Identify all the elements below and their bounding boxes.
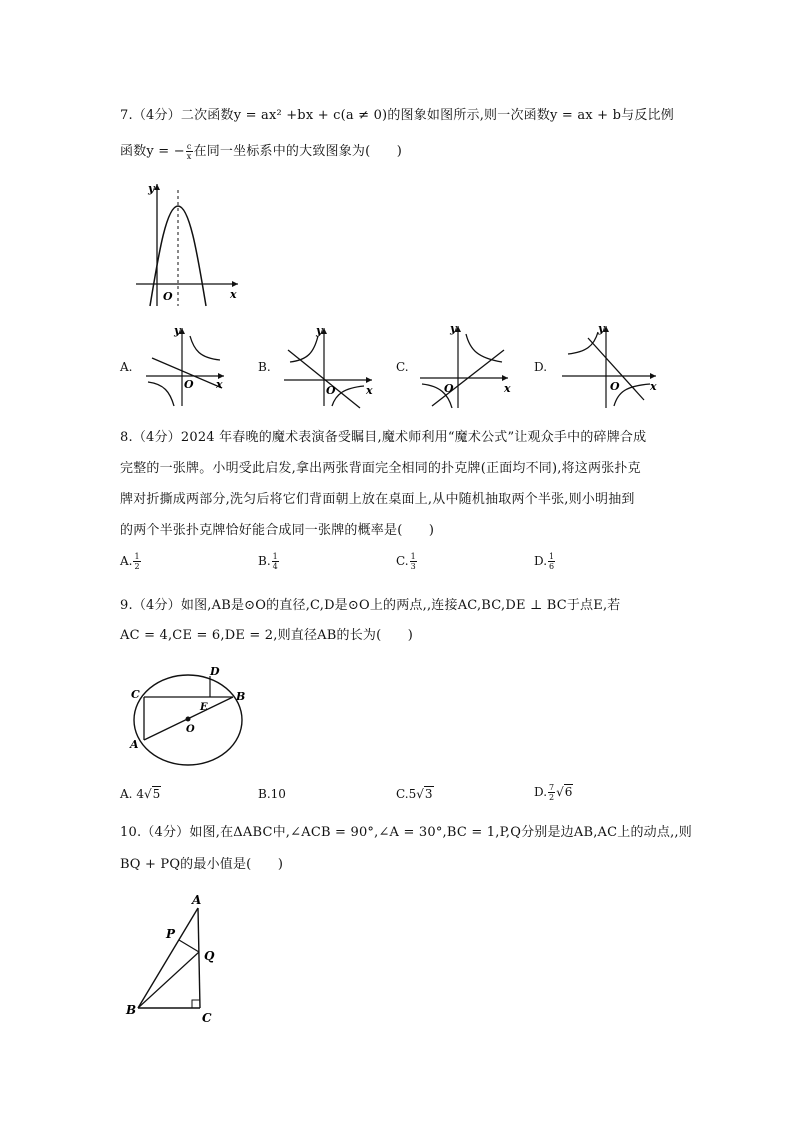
q7-c-o-label: O bbox=[444, 382, 454, 395]
q7-a-x-label: x bbox=[216, 378, 223, 391]
q9-b-label: B bbox=[236, 690, 246, 703]
q9-option-c: C.5√3 bbox=[396, 787, 433, 801]
q7-option-c-label: C. bbox=[396, 360, 409, 374]
q7-fraction: $\frac{c}{x}$ bbox=[186, 142, 192, 161]
q10-score: （4分） bbox=[141, 825, 190, 840]
q8-line3: 牌对折撕成两部分,洗匀后将它们背面朝上放在桌面上,从中随机抽取两个半张,则小明抽到 bbox=[120, 492, 635, 507]
q7-option-d-label: D. bbox=[534, 360, 548, 374]
q10-a-label: A bbox=[192, 893, 202, 907]
q7-d-x-label: x bbox=[650, 380, 657, 393]
q7-option-a-graph bbox=[140, 322, 230, 408]
q9-o-label: O bbox=[186, 724, 195, 735]
q7-d-o-label: O bbox=[610, 380, 620, 393]
q7-x-label: x bbox=[230, 288, 237, 301]
q8-line4: 的两个半张扑克牌恰好能合成同一张牌的概率是( ) bbox=[120, 523, 435, 538]
q7-parabola-graph bbox=[130, 178, 260, 308]
q9-circle-figure bbox=[124, 660, 264, 770]
q8-option-d: D. $\frac{1}{6}$ bbox=[534, 552, 555, 571]
q7-line1 bbox=[120, 104, 674, 123]
q8-score: （4分） bbox=[132, 430, 181, 445]
q7-option-d-graph bbox=[558, 320, 662, 410]
q7-a-o-label: O bbox=[184, 378, 194, 391]
q8-option-a: A. $\frac{1}{2}$ bbox=[120, 552, 140, 571]
q9-option-a: A. 4√5 bbox=[120, 787, 161, 801]
q8-line2: 完整的一张牌。小明受此启发,拿出两张背面完全相同的扑克牌(正面均不同),将这两张扑克 bbox=[120, 461, 641, 476]
q7-b-x-label: x bbox=[366, 384, 373, 397]
q8-line1 bbox=[120, 426, 646, 445]
q10-line2: BQ + PQ的最小值是( ) bbox=[120, 857, 284, 872]
q9-d-label: D bbox=[210, 665, 220, 678]
q7-option-a-label: A. bbox=[120, 360, 133, 374]
q7-b-o-label: O bbox=[326, 384, 336, 397]
q10-line1 bbox=[120, 821, 692, 840]
q7-option-c-graph bbox=[418, 320, 518, 410]
q7-a-y-label: y bbox=[174, 324, 181, 337]
q9-a-label: A bbox=[130, 738, 139, 751]
q8-option-b: B. $\frac{1}{4}$ bbox=[258, 552, 278, 571]
q10-b-label: B bbox=[126, 1003, 137, 1017]
q7-line2 bbox=[120, 140, 402, 161]
q7-o-label: O bbox=[163, 290, 173, 303]
q7-score: （4分） bbox=[132, 108, 181, 123]
q7-text-line1: 二次函数y = ax² +bx + c(a ≠ 0)的图象如图所示,则一次函数y = ax + b与反比例 bbox=[180, 108, 674, 123]
q7-number: 7. bbox=[120, 108, 133, 123]
q10-text-line1: 如图,在ΔABC中,∠ACB = 90°,∠A = 30°,BC = 1,P,Q分别是边AB,AC上的动点,,则 bbox=[189, 825, 692, 840]
q9-score: （4分） bbox=[132, 598, 181, 613]
q7-b-y-label: y bbox=[316, 324, 323, 337]
q10-q-label: Q bbox=[204, 949, 215, 963]
q10-triangle-figure bbox=[124, 890, 234, 1030]
q7-option-b-graph bbox=[280, 322, 380, 408]
q9-number: 9. bbox=[120, 598, 133, 613]
q9-c-label: C bbox=[131, 688, 140, 701]
q7-d-y-label: y bbox=[598, 322, 605, 335]
q10-number: 10. bbox=[120, 825, 142, 840]
q9-line1 bbox=[120, 594, 620, 613]
q7-option-b-label: B. bbox=[258, 360, 271, 374]
q9-option-b: B.10 bbox=[258, 787, 286, 801]
q9-text-line1: 如图,AB是⊙O的直径,C,D是⊙O上的两点,,连接AC,BC,DE ⊥ BC于点E,若 bbox=[180, 598, 621, 613]
q9-e-label: E bbox=[200, 702, 208, 713]
q7-text-line2-post: 在同一坐标系中的大致图象为( ) bbox=[193, 144, 403, 159]
q7-c-y-label: y bbox=[450, 322, 457, 335]
q8-number: 8. bbox=[120, 430, 133, 445]
q7-c-x-label: x bbox=[504, 382, 511, 395]
q8-option-c: C. $\frac{1}{3}$ bbox=[396, 552, 416, 571]
q9-line2: AC = 4,CE = 6,DE = 2,则直径AB的长为( ) bbox=[120, 628, 414, 643]
q7-y-label: y bbox=[148, 182, 155, 195]
q10-p-label: P bbox=[166, 927, 176, 941]
q9-option-d: D. $\frac{7}{2}$ √6 bbox=[534, 783, 573, 802]
q8-text-line1: 2024 年春晚的魔术表演备受瞩目,魔术师利用“魔术公式”让观众手中的碎牌合成 bbox=[180, 430, 647, 445]
q10-c-label: C bbox=[202, 1011, 212, 1025]
q7-text-line2-pre: 函数y = − bbox=[120, 144, 185, 159]
